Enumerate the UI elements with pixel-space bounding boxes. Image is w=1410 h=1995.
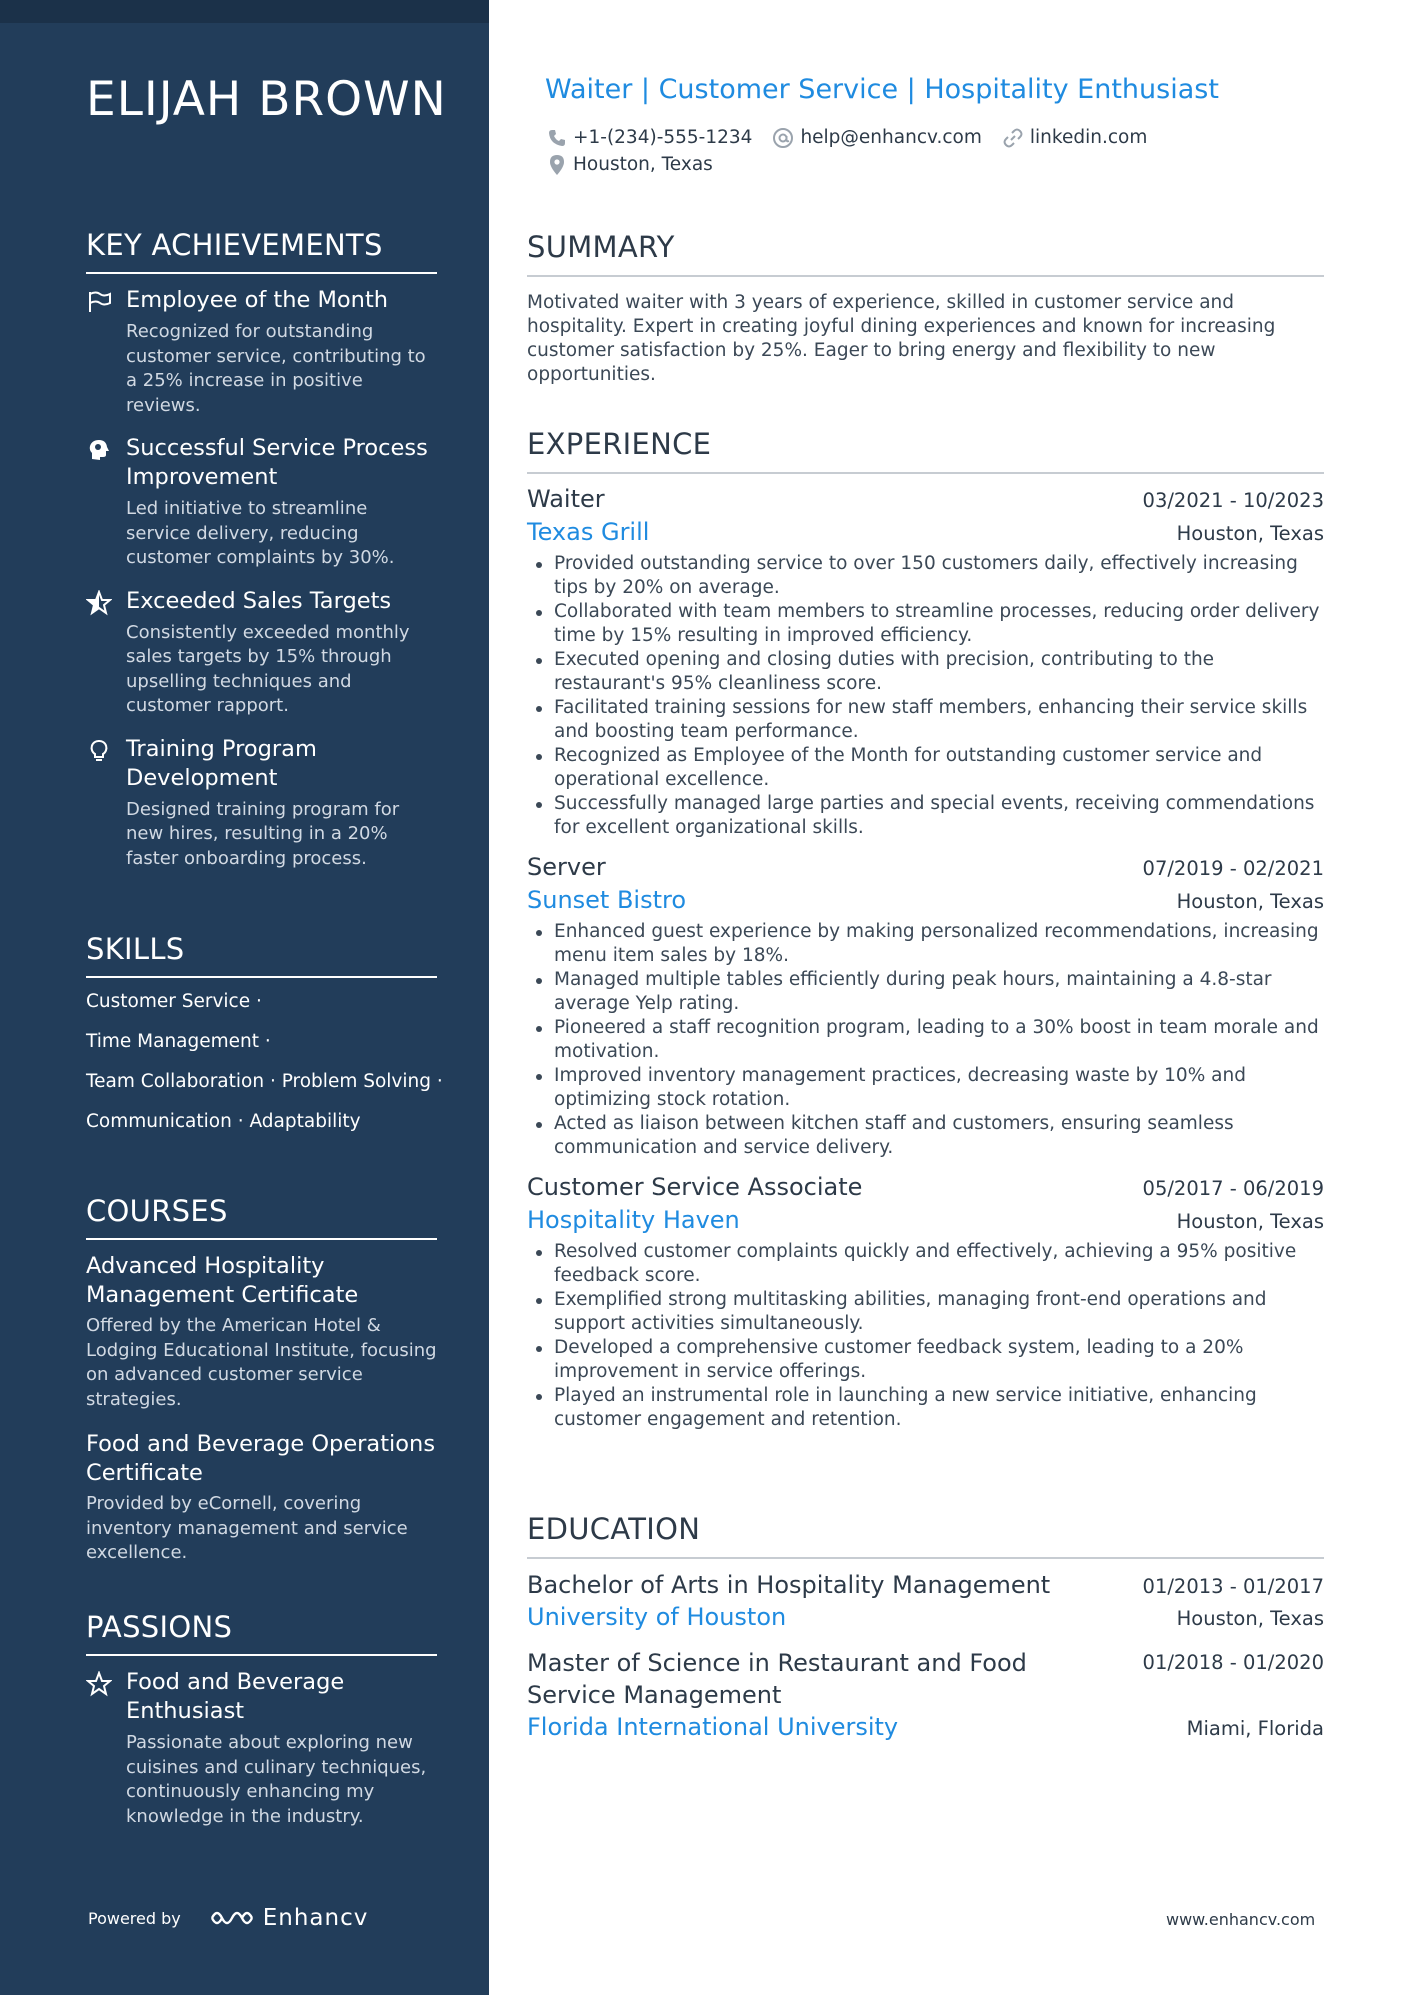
phone-contact[interactable] [547,127,752,148]
degree-title: Master of Science in Restaurant and Food Service Management [527,1649,1027,1709]
bullet-item: Recognized as Employee of the Month for outstanding customer service and operational excellence. [527,744,1324,792]
job-title: Customer Service Associate [527,1173,863,1201]
education-section [527,1512,1324,1743]
bullet-item: Developed a comprehensive customer feedback system, leading to a 20% improvement in service offerings. [527,1336,1324,1384]
achievement-desc: Designed training program for new hires, resulting in a 20% faster onboarding process. [126,798,400,869]
powered-label: Powered by [88,1908,181,1928]
job-company[interactable]: Sunset Bistro [527,886,687,914]
passion-desc: Passionate about exploring new cuisines and culinary techniques, continuously enhancing my knowledge in the industry. [126,1732,427,1827]
school-name[interactable]: University of Houston [527,1603,787,1631]
skill-line: Customer Service · [86,991,262,1012]
location-pin-icon [547,154,567,176]
tagline: Waiter | Customer Service | Hospitality Enthusiast [545,74,1219,105]
bullet-item: Managed multiple tables efficiently during peak hours, maintaining a 4.8-star average Yelp rating. [527,968,1324,1016]
bullet-item: Acted as liaison between kitchen staff and customers, ensuring seamless communication and service delivery. [527,1112,1324,1160]
job-dates: 03/2021 - 10/2023 [1142,489,1324,512]
summary-section [527,230,1324,387]
phone-icon [547,128,567,148]
sidebar [0,0,489,1995]
school-name[interactable]: Florida International University [527,1713,899,1741]
job-dates: 07/2019 - 02/2021 [1142,857,1324,880]
passions-section [86,1610,437,1829]
experience-section [527,427,1324,1432]
job-title: Server [527,853,606,881]
job-entry [527,1170,1324,1432]
achievement-item [86,434,437,571]
school-location: Houston, Texas [1176,1607,1324,1630]
enhancv-logo[interactable] [209,1905,369,1931]
powered-by [88,1905,368,1931]
education-heading: EDUCATION [527,1512,1324,1559]
summary-text: Motivated waiter with 3 years of experience, skilled in customer service and hospitality. Expert in creating joyful dining experiences and known for increasing customer satisfaction by 25%. Eager to bring energy and flexibility to new opportunities. [527,292,1276,385]
achievement-desc: Led initiative to streamline service delivery, reducing customer complaints by 30%. [126,498,395,568]
achievement-title: Exceeded Sales Targets [126,587,392,614]
course-item [86,1430,437,1566]
course-title: Advanced Hospitality Management Certificate [86,1253,359,1308]
achievement-desc: Consistently exceeded monthly sales targets by 15% through upselling techniques and customer rapport. [126,621,410,716]
candidate-name: ELIJAH BROWN [86,72,447,127]
job-dates: 05/2017 - 06/2019 [1142,1177,1324,1200]
course-title: Food and Beverage Operations Certificate [86,1431,436,1486]
lightbulb-icon [86,738,112,764]
job-company[interactable]: Hospitality Haven [527,1206,740,1234]
job-bullets [527,1240,1324,1432]
achievement-title: Training Program Development [126,735,317,791]
education-dates: 01/2013 - 01/2017 [1142,1575,1324,1598]
achievement-item [86,735,437,872]
enhancv-logo-icon [209,1905,255,1931]
phone-text: +1-(234)-555-1234 [573,127,753,148]
job-location: Houston, Texas [1176,522,1324,545]
achievements-heading: KEY ACHIEVEMENTS [86,228,437,274]
bullet-item: Facilitated training sessions for new staff members, enhancing their service skills and boosting team performance. [527,696,1324,744]
bullet-item: Provided outstanding service to over 150 customers daily, effectively increasing tips by 20% on average. [527,552,1324,600]
bullet-item: Resolved customer complaints quickly and effectively, achieving a 95% positive feedback score. [527,1240,1324,1288]
bullet-item: Executed opening and closing duties with precision, contributing to the restaurant's 95% cleanliness score. [527,648,1324,696]
passions-heading: PASSIONS [86,1610,437,1656]
courses-heading: COURSES [86,1194,437,1240]
bullet-item: Improved inventory management practices, decreasing waste by 10% and optimizing stock rotation. [527,1064,1324,1112]
job-company[interactable]: Texas Grill [527,518,650,546]
bullet-item: Enhanced guest experience by making personalized recommendations, increasing menu item sales by 18%. [527,920,1324,968]
degree-title: Bachelor of Arts in Hospitality Management [527,1571,1051,1599]
job-bullets [527,920,1324,1160]
skills-section [86,932,443,1134]
bullet-item: Collaborated with team members to streamline processes, reducing order delivery time by 15% resulting in improved efficiency. [527,600,1324,648]
education-entry [527,1647,1324,1743]
contact-info [547,124,1167,178]
enhancv-brand: Enhancv [262,1905,369,1931]
job-title: Waiter [527,485,605,513]
job-bullets [527,552,1324,840]
location-contact [547,154,713,176]
sidebar-top-strip [0,0,489,23]
star-outline-icon [86,1671,112,1697]
skill-line: Communication · Adaptability [86,1111,361,1132]
bullet-item: Exemplified strong multitasking abilities, managing front-end operations and support activities simultaneously. [527,1288,1324,1336]
achievement-title: Employee of the Month [126,287,389,313]
location-text: Houston, Texas [573,154,713,175]
job-location: Houston, Texas [1176,1210,1324,1233]
course-item [86,1252,437,1412]
link-icon [1002,127,1024,149]
bullet-item: Pioneered a staff recognition program, leading to a 30% boost in team morale and motivation. [527,1016,1324,1064]
summary-heading: SUMMARY [527,230,1324,277]
skill-line: Team Collaboration · Problem Solving · [86,1071,443,1092]
head-gear-icon [86,437,112,463]
job-location: Houston, Texas [1176,890,1324,913]
education-dates: 01/2018 - 01/2020 [1142,1651,1324,1674]
bullet-item: Played an instrumental role in launching a new service initiative, enhancing customer engagement and retention. [527,1384,1324,1432]
linkedin-text: linkedin.com [1029,127,1148,148]
achievement-desc: Recognized for outstanding customer service, contributing to a 25% increase in positive reviews. [126,321,426,416]
job-entry [527,482,1324,840]
school-location: Miami, Florida [1186,1717,1324,1740]
star-half-icon [86,590,112,616]
bullet-item: Successfully managed large parties and special events, receiving commendations for excellent organizational skills. [527,792,1324,840]
passion-item [86,1668,437,1829]
achievement-item [86,587,437,719]
course-desc: Offered by the American Hotel & Lodging Educational Institute, focusing on advanced customer service strategies. [86,1315,437,1410]
skill-line: Time Management · [86,1031,271,1052]
courses-section [86,1194,437,1566]
linkedin-contact[interactable] [1002,127,1147,149]
email-text: help@enhancv.com [800,127,982,148]
education-entry [527,1569,1324,1633]
footer-website[interactable]: www.enhancv.com [1166,1910,1316,1929]
achievement-item [86,286,437,418]
achievements-section [86,228,437,871]
email-contact[interactable] [772,127,981,149]
experience-heading: EXPERIENCE [527,427,1324,474]
flag-icon [86,289,112,315]
at-icon [772,127,794,149]
job-entry [527,850,1324,1160]
course-desc: Provided by eCornell, covering inventory management and service excellence. [86,1493,408,1563]
achievement-title: Successful Service Process Improvement [126,435,428,490]
skills-heading: SKILLS [86,932,437,978]
passion-title: Food and Beverage Enthusiast [126,1669,345,1724]
